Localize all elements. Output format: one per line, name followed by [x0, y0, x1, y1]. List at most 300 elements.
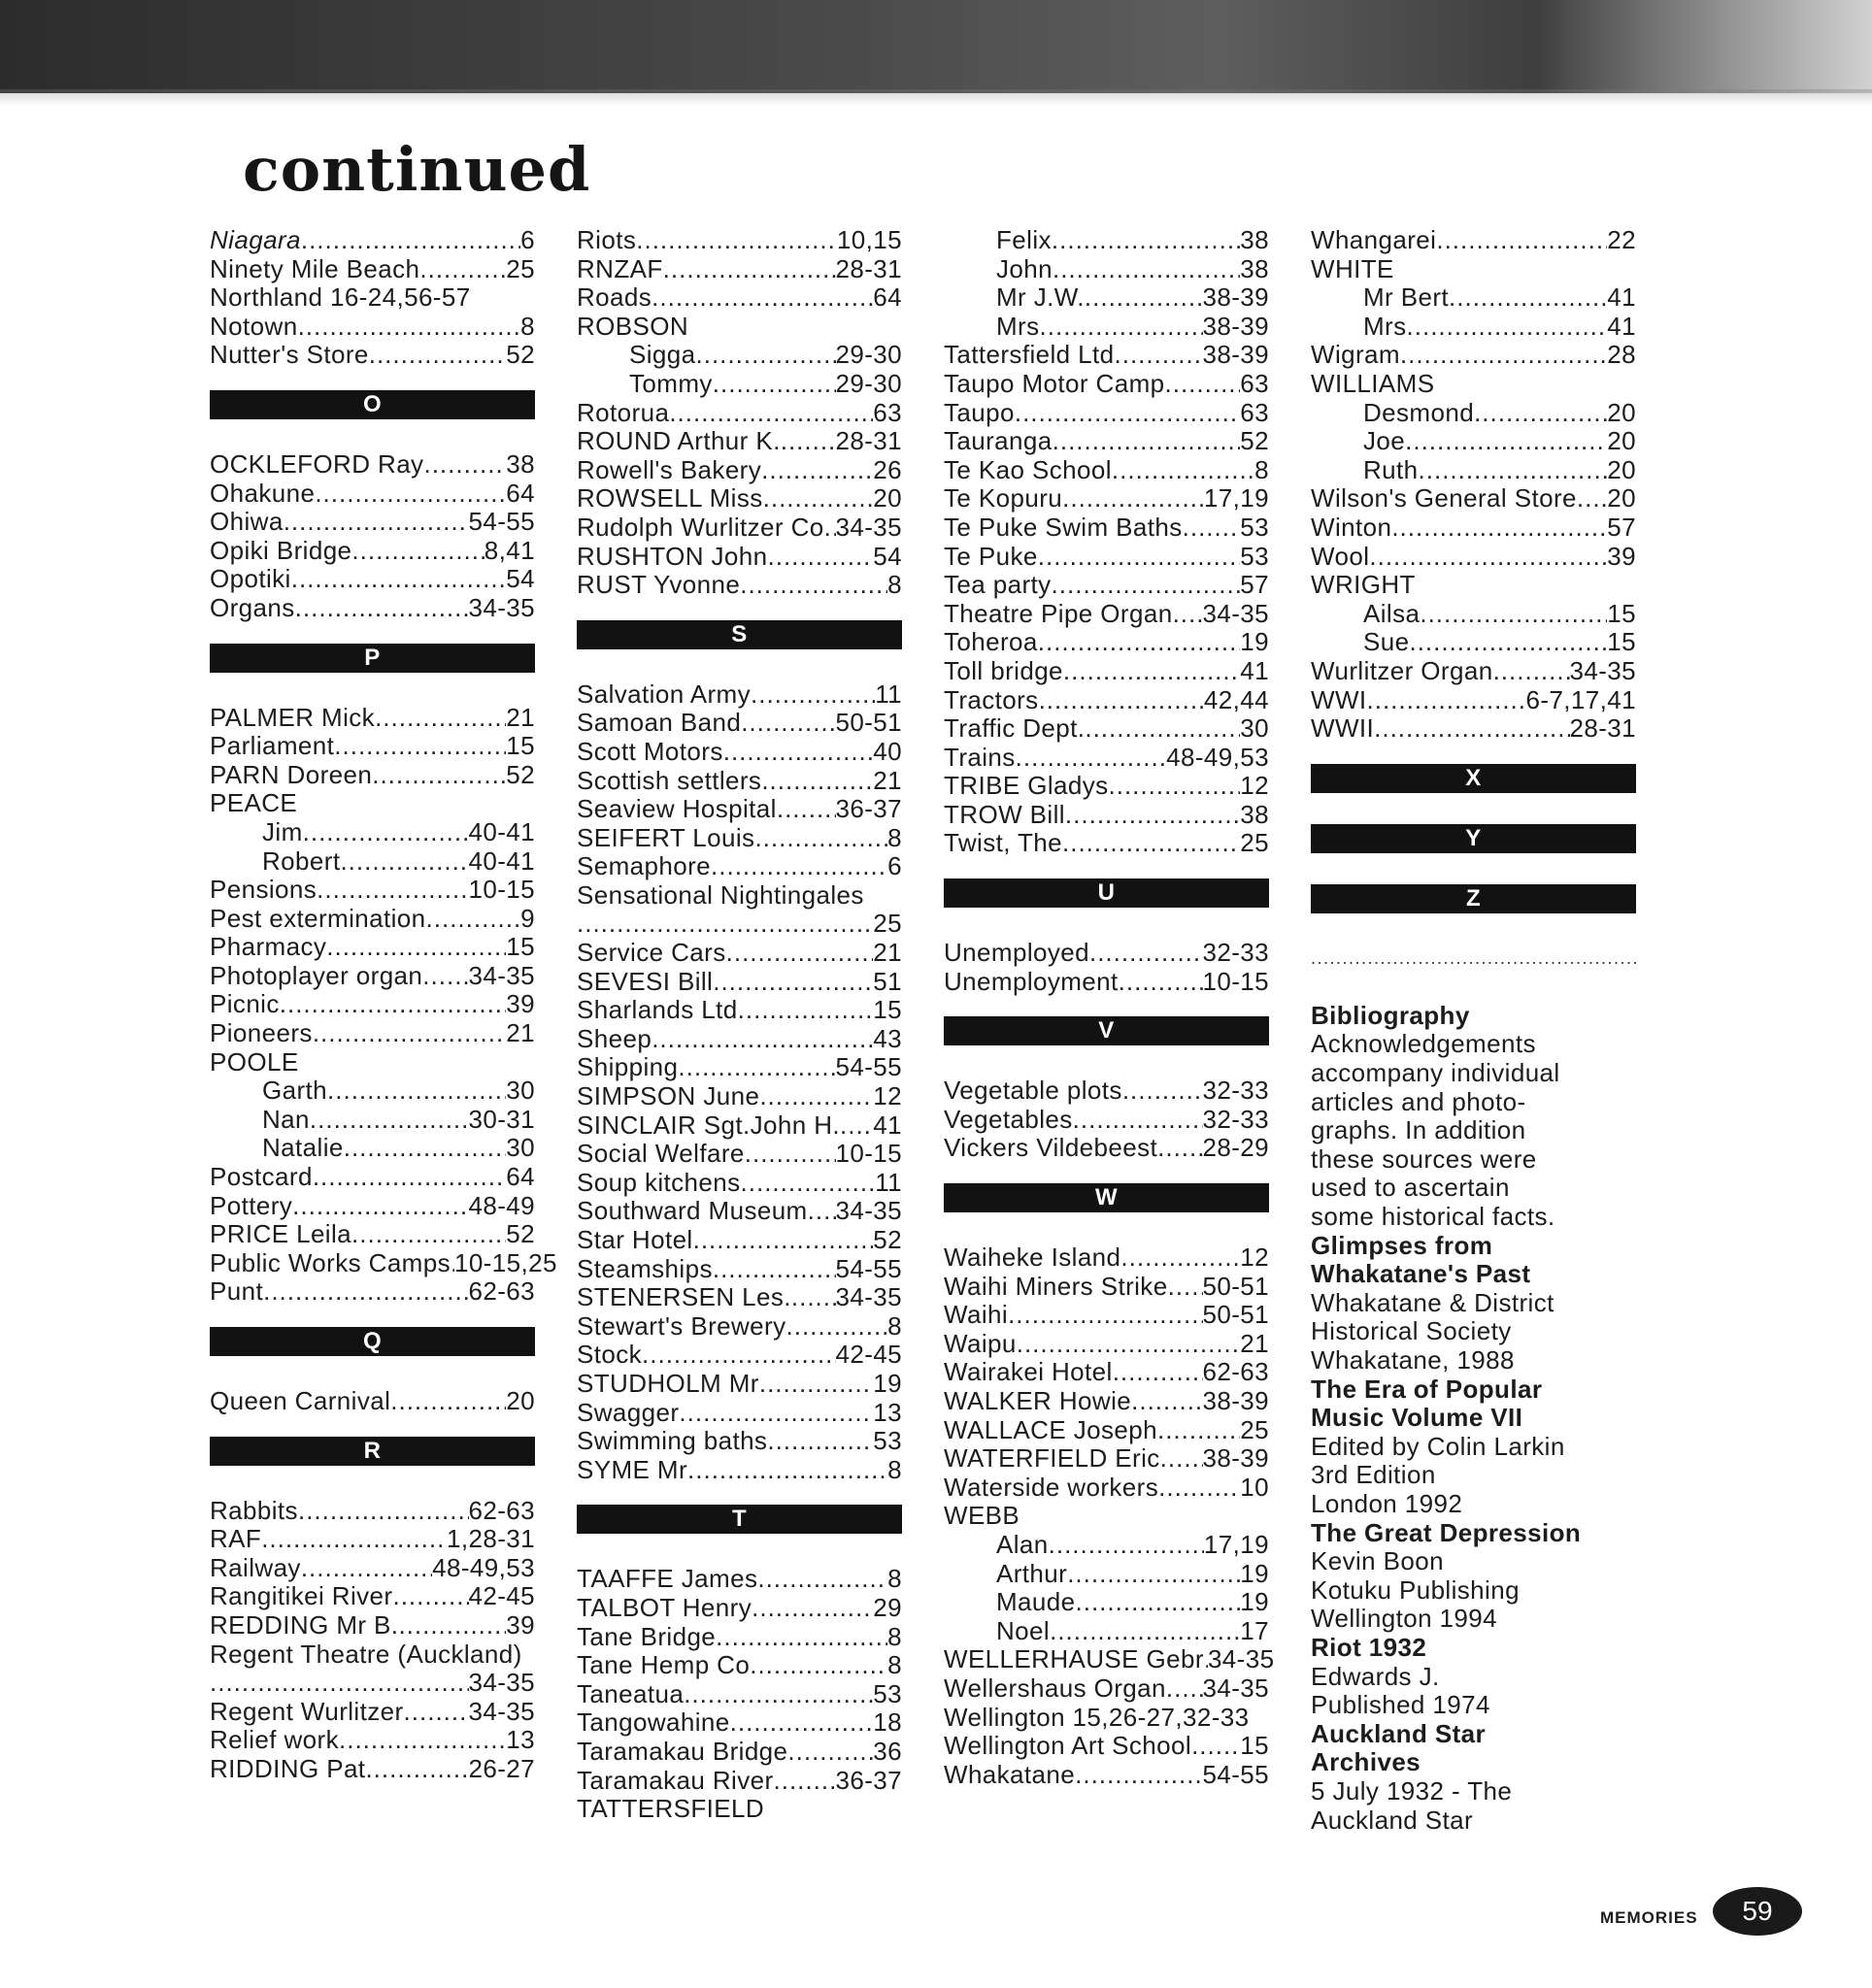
page-reference: 28-29	[1202, 1133, 1269, 1163]
dot-leader	[636, 226, 837, 255]
entry-term: Vegetables	[944, 1104, 1073, 1134]
entry-term: WWI	[1311, 684, 1367, 714]
index-entry	[1311, 226, 1636, 255]
dot-leader	[759, 1082, 873, 1111]
index-entry	[577, 996, 902, 1025]
bibliography-title: The Era of Popular	[1311, 1374, 1543, 1404]
section-letter-bar: T	[577, 1505, 902, 1534]
entry-term: Vickers Vildebeest	[944, 1133, 1158, 1163]
dot-leader	[1038, 543, 1241, 572]
entry-term: PARN Doreen	[210, 759, 373, 789]
entry-term: STENERSEN Les.	[577, 1282, 791, 1312]
entry-term: Tractors	[944, 684, 1039, 714]
entry-term: Pharmacy	[210, 932, 327, 962]
page-reference: 11	[875, 679, 902, 709]
dot-leader	[763, 484, 874, 514]
index-entry	[210, 962, 535, 991]
entry-term: RNZAF	[577, 253, 663, 283]
dot-leader	[1407, 313, 1608, 342]
page-reference: 52	[506, 1219, 535, 1249]
index-entry	[577, 939, 902, 968]
index-entry	[944, 1444, 1269, 1474]
dot-leader	[280, 990, 507, 1019]
dot-leader	[824, 514, 836, 543]
page-reference: 40-41	[468, 845, 535, 876]
entry-term: Toheroa	[944, 627, 1038, 657]
entry-term: Te Kopuru	[944, 483, 1063, 514]
page-reference: 34-35	[468, 1668, 535, 1698]
index-entry	[577, 852, 902, 881]
index-entry	[577, 709, 902, 738]
entry-term: Rotorua	[577, 397, 670, 427]
entry-term: Riots	[577, 225, 637, 254]
page-reference: 12	[1240, 1242, 1269, 1273]
index-entry	[210, 905, 535, 934]
dot-leader	[310, 1106, 469, 1135]
page-reference: 10-15	[1202, 966, 1269, 996]
dot-leader	[741, 709, 835, 738]
dot-leader	[808, 1197, 836, 1226]
entry-term: Felix	[996, 225, 1052, 254]
dot-leader	[1063, 657, 1240, 686]
index-entry	[210, 1247, 557, 1278]
entry-term: WALLACE Joseph	[944, 1414, 1157, 1444]
dot-leader	[263, 1277, 468, 1307]
index-entry	[210, 508, 535, 537]
dot-leader	[1076, 1588, 1241, 1617]
bibliography-title: Glimpses from	[1311, 1230, 1493, 1260]
dot-leader	[315, 480, 506, 509]
dot-leader	[313, 1163, 506, 1192]
dot-leader	[652, 1025, 873, 1054]
dot-leader	[1157, 1416, 1240, 1445]
section-letter-bar: R	[210, 1437, 535, 1466]
dot-leader	[423, 450, 506, 480]
entry-term: SEIFERT Louis	[577, 822, 755, 852]
index-entry	[577, 283, 902, 313]
entry-term: Arthur	[996, 1558, 1068, 1588]
dot-leader	[767, 1427, 873, 1456]
index-entry	[210, 1220, 535, 1249]
dot-leader	[750, 1651, 887, 1680]
page-reference: 10-15	[835, 1139, 902, 1169]
entry-term: Pest extermination	[210, 903, 426, 933]
dot-leader	[1120, 1243, 1240, 1273]
index-heading: PEACE	[210, 788, 298, 818]
page-reference: 30	[506, 1133, 535, 1163]
page-reference: 28-31	[835, 253, 902, 283]
entry-term: Ohiwa	[210, 507, 284, 537]
index-entry	[577, 680, 902, 710]
entry-term: RUSHTON John	[577, 541, 768, 571]
dot-leader	[369, 341, 507, 370]
entry-term: Waipu	[944, 1328, 1017, 1358]
entry-term: Seaview Hospital	[577, 794, 777, 824]
dot-leader	[1165, 370, 1241, 399]
page-reference: 41	[1607, 282, 1636, 313]
page-reference: 15	[873, 995, 902, 1025]
index-subentry	[210, 1077, 535, 1106]
bibliography-title: The Great Depression	[1311, 1517, 1582, 1547]
page-reference: 17,19	[1203, 1529, 1269, 1559]
page-reference: 63	[873, 397, 902, 427]
page-reference: 40	[873, 736, 902, 766]
index-subentry	[944, 1560, 1269, 1589]
index-entry	[577, 1565, 902, 1594]
entry-term: TROW Bill	[944, 799, 1065, 829]
dot-leader	[1131, 1387, 1202, 1416]
index-entry	[210, 1698, 535, 1727]
index-entry	[577, 399, 902, 428]
dot-leader	[730, 1708, 874, 1738]
bibliography-title: Archives	[1311, 1747, 1421, 1777]
entry-term: Ruth	[1363, 454, 1419, 484]
index-entry	[577, 1082, 902, 1111]
page-reference: 21	[506, 1018, 535, 1048]
page-reference: 20	[873, 483, 902, 514]
page-reference: 40-41	[468, 816, 535, 846]
entry-term: Scottish settlers	[577, 765, 762, 795]
page-reference: 8	[520, 311, 535, 341]
entry-term: Postcard	[210, 1162, 313, 1192]
index-entry	[210, 255, 535, 284]
entry-term: Pottery	[210, 1190, 293, 1220]
index-entry	[944, 543, 1269, 572]
index-entry	[944, 939, 1269, 968]
dot-leader	[1577, 484, 1607, 514]
index-entry	[577, 767, 902, 796]
dot-leader	[210, 1669, 469, 1698]
dot-leader	[1191, 1732, 1240, 1761]
dot-leader	[713, 1255, 836, 1284]
index-entry	[577, 1427, 902, 1456]
index-subentry	[944, 1531, 1269, 1560]
entry-term: Opotiki	[210, 564, 291, 594]
index-entry	[944, 600, 1269, 629]
entry-term: Wellershaus Organ	[944, 1673, 1166, 1703]
entry-term: SEVESI Bill	[577, 966, 714, 996]
dot-leader	[768, 543, 874, 572]
dot-leader	[1085, 283, 1203, 313]
index-column-2	[577, 226, 902, 1824]
bibliography-title: Music Volume VII	[1311, 1403, 1523, 1433]
index-entry	[577, 1226, 902, 1255]
entry-term: TALBOT Henry	[577, 1592, 752, 1622]
index-entry	[944, 657, 1269, 686]
page-reference: 52	[506, 340, 535, 370]
dot-leader	[759, 1370, 873, 1399]
entry-term: Mrs	[1363, 311, 1407, 341]
page-reference: 38	[1240, 799, 1269, 829]
entry-term: Nutter's Store	[210, 340, 369, 370]
entry-term: Tane Bridge	[577, 1621, 717, 1651]
page-reference: 38-39	[1202, 311, 1269, 341]
entry-term: Taneatua	[577, 1678, 685, 1708]
section-letter-bar: U	[944, 878, 1269, 908]
page-reference: 54-55	[835, 1052, 902, 1082]
dot-leader	[1008, 1301, 1202, 1330]
index-heading: Sensational Nightingales	[577, 879, 864, 910]
page-reference: 62-63	[1202, 1357, 1269, 1387]
dot-leader	[711, 852, 887, 881]
index-entry	[944, 1106, 1269, 1135]
index-entry	[210, 704, 535, 733]
dot-leader	[741, 1169, 876, 1198]
entry-term: Star Hotel	[577, 1225, 693, 1254]
page-reference: 12	[873, 1081, 902, 1111]
page-reference: 26-27	[468, 1753, 535, 1783]
dot-leader	[317, 876, 468, 905]
dot-leader	[422, 962, 468, 991]
page-reference: 10-15,25	[454, 1247, 557, 1277]
page-reference: 34-35	[468, 1696, 535, 1726]
index-entry	[210, 761, 535, 790]
page-reference: 63	[1240, 368, 1269, 398]
entry-term: Tea party	[944, 570, 1052, 600]
dot-leader	[1112, 456, 1254, 485]
bibliography-text: articles and photo-	[1311, 1086, 1526, 1116]
page-reference: 26	[873, 454, 902, 484]
dot-leader	[1183, 514, 1241, 543]
bibliography-text: Wellington 1994	[1311, 1604, 1497, 1634]
dot-leader	[1420, 600, 1607, 629]
entry-term: Regent Wurlitzer	[210, 1696, 404, 1726]
section-letter-bar: Y	[1311, 824, 1636, 853]
index-entry	[944, 1732, 1269, 1761]
page-reference: 39	[506, 989, 535, 1019]
index-subentry	[1311, 628, 1636, 657]
dot-leader	[1419, 456, 1608, 485]
index-entry	[577, 514, 902, 543]
entry-term: Pensions	[210, 875, 318, 905]
index-entry	[577, 1370, 902, 1399]
index-entry	[577, 226, 902, 255]
page-reference: 20	[1607, 426, 1636, 456]
page-reference: 48-49,53	[1166, 742, 1269, 772]
entry-term: Taramakau Bridge	[577, 1736, 788, 1766]
dot-leader	[761, 767, 873, 796]
entry-term: Picnic	[210, 989, 280, 1019]
dot-leader	[1017, 1330, 1241, 1359]
bibliography-text: Whakatane & District	[1311, 1287, 1554, 1317]
entry-term: Wellington Art School	[944, 1731, 1192, 1761]
page-reference: 52	[873, 1225, 902, 1254]
entry-term: Tommy	[629, 368, 713, 398]
index-entry	[577, 1255, 902, 1284]
entry-term: Ninety Mile Beach	[210, 253, 420, 283]
bibliography-title: Riot 1932	[1311, 1632, 1427, 1662]
dot-leader	[1038, 628, 1241, 657]
index-entry	[210, 1611, 535, 1640]
index-entry	[210, 990, 535, 1019]
page-reference: 42-45	[835, 1340, 902, 1370]
page-reference: 22	[1607, 225, 1636, 254]
entry-term: Trains	[944, 742, 1016, 772]
index-entry	[944, 484, 1269, 514]
entry-term: Southward Museum	[577, 1196, 808, 1226]
dot-leader	[339, 1726, 506, 1755]
index-subentry	[1311, 427, 1636, 456]
page-reference: 51	[873, 966, 902, 996]
index-subentry	[210, 1106, 535, 1135]
entry-term: Relief work	[210, 1725, 339, 1755]
index-entry	[577, 255, 902, 284]
entry-term: Ailsa	[1363, 598, 1421, 628]
page-reference: 20	[506, 1386, 535, 1415]
entry-term: Unemployment	[944, 966, 1119, 996]
entry-term: Taupo	[944, 397, 1015, 427]
entry-term: Wairakei Hotel	[944, 1357, 1113, 1387]
page-reference: 6	[520, 225, 535, 254]
page-reference: 15	[1607, 627, 1636, 657]
entry-term: Queen Carnival	[210, 1386, 391, 1415]
dot-leader	[1158, 1474, 1240, 1503]
bibliography-text: accompany individual	[1311, 1058, 1560, 1088]
index-entry	[577, 968, 902, 997]
page-reference: 8	[887, 822, 902, 852]
entry-term: Semaphore	[577, 851, 712, 881]
page-reference: 54	[506, 564, 535, 594]
entry-term: Theatre Pipe Organ	[944, 598, 1173, 628]
index-entry	[210, 1192, 535, 1221]
index-subentry	[210, 847, 535, 877]
page-reference: 25	[873, 909, 902, 939]
page-reference: 18	[873, 1707, 902, 1738]
entry-term: Tattersfield Ltd	[944, 340, 1115, 370]
page-reference: 39	[506, 1609, 535, 1640]
dot-leader	[1122, 1077, 1203, 1106]
dot-leader	[1109, 772, 1241, 801]
index-entry	[1311, 686, 1636, 715]
page-reference: 29	[873, 1592, 902, 1622]
index-heading: ROBSON	[577, 311, 689, 341]
page-reference: 25	[1240, 1414, 1269, 1444]
entry-term: Tauranga	[944, 426, 1053, 456]
page-reference: 8	[887, 570, 902, 600]
dot-leader	[301, 1554, 432, 1583]
index-entry	[210, 1582, 535, 1611]
index-entry	[210, 876, 535, 905]
page-reference: 38-39	[1202, 282, 1269, 313]
page-reference: 12	[1240, 771, 1269, 801]
dot-leader	[1015, 399, 1240, 428]
page-reference: 32-33	[1202, 1076, 1269, 1106]
page-reference: 10-15	[468, 875, 535, 905]
dot-leader	[1436, 226, 1607, 255]
entry-term: Taupo Motor Camp	[944, 368, 1165, 398]
index-entry	[210, 450, 535, 480]
dot-leader	[1400, 341, 1607, 370]
entry-term: Mr Bert	[1363, 282, 1450, 313]
index-entry	[210, 1669, 535, 1698]
page-reference: 19	[1240, 1587, 1269, 1617]
index-column-3	[944, 225, 1275, 1789]
index-entry	[577, 1025, 902, 1054]
bibliography-text: these sources were	[1311, 1143, 1537, 1174]
dot-leader	[390, 1387, 506, 1416]
page-reference: 9	[520, 903, 535, 933]
index-entry	[577, 1341, 902, 1370]
dot-leader	[777, 795, 836, 824]
entry-term: Maude	[996, 1587, 1076, 1617]
entry-term: Parliament	[210, 731, 335, 761]
index-entry	[1311, 341, 1636, 370]
footer-label: MEMORIES	[1600, 1908, 1698, 1927]
index-subentry	[944, 226, 1269, 255]
entry-term: Noel	[996, 1615, 1051, 1645]
page-reference: 38-39	[1202, 1443, 1269, 1474]
entry-term: Sheep	[577, 1023, 652, 1053]
index-entry	[944, 1761, 1269, 1790]
index-entry	[577, 910, 902, 939]
page-reference: 29-30	[835, 340, 902, 370]
index-entry	[944, 1301, 1269, 1330]
index-entry	[577, 1708, 902, 1738]
dot-leader	[669, 399, 873, 428]
dot-leader	[301, 226, 520, 255]
entry-term: Wool	[1311, 541, 1370, 571]
index-entry	[577, 427, 902, 456]
page-reference: 8	[1254, 454, 1269, 484]
dot-leader	[365, 1755, 468, 1784]
page-reference: 30	[506, 1076, 535, 1106]
entry-term: Toll bridge	[944, 655, 1063, 685]
index-subentry	[1311, 399, 1636, 428]
index-entry	[944, 1243, 1269, 1273]
index-subentry	[577, 370, 902, 399]
index-entry	[210, 1387, 535, 1416]
page-reference: 41	[1607, 311, 1636, 341]
page-reference: 21	[506, 702, 535, 732]
page-reference: 8	[887, 1454, 902, 1484]
page-reference: 19	[873, 1368, 902, 1398]
page-reference: 62-63	[468, 1276, 535, 1307]
page-reference: 10,15	[836, 225, 902, 254]
page-reference: 28-31	[1569, 713, 1636, 744]
dot-leader	[344, 1134, 507, 1163]
index-entry	[944, 571, 1269, 600]
dot-leader	[752, 1594, 873, 1623]
dot-leader	[1157, 1134, 1202, 1163]
entry-term: SYME Mr	[577, 1454, 688, 1484]
index-entry	[577, 1399, 902, 1428]
entry-term: Swimming baths	[577, 1426, 768, 1456]
entry-term: Steamships	[577, 1253, 713, 1283]
index-entry	[577, 1169, 902, 1198]
section-letter-bar: V	[944, 1016, 1269, 1045]
entry-term: Samoan Band	[577, 708, 742, 738]
spacer	[1311, 973, 1636, 1002]
page-reference: 32-33	[1202, 1104, 1269, 1134]
page-number: 59	[1713, 1887, 1802, 1936]
entry-term: Ohakune	[210, 478, 316, 508]
page-reference: 54-55	[835, 1253, 902, 1283]
index-entry	[944, 1474, 1269, 1503]
index-subentry	[944, 1617, 1269, 1646]
dot-leader	[696, 341, 836, 370]
index-entry	[577, 1140, 902, 1169]
dot-leader	[1039, 686, 1204, 715]
index-entry	[577, 1456, 902, 1485]
page-reference: 17,19	[1203, 483, 1269, 514]
entry-term: Sharlands Ltd	[577, 995, 738, 1025]
dot-leader	[745, 1140, 836, 1169]
page-reference: 17	[1240, 1615, 1269, 1645]
index-entry	[1311, 657, 1636, 686]
page-reference: 30	[1240, 713, 1269, 744]
page-reference: 43	[873, 1023, 902, 1053]
section-letter-bar: W	[944, 1183, 1269, 1212]
